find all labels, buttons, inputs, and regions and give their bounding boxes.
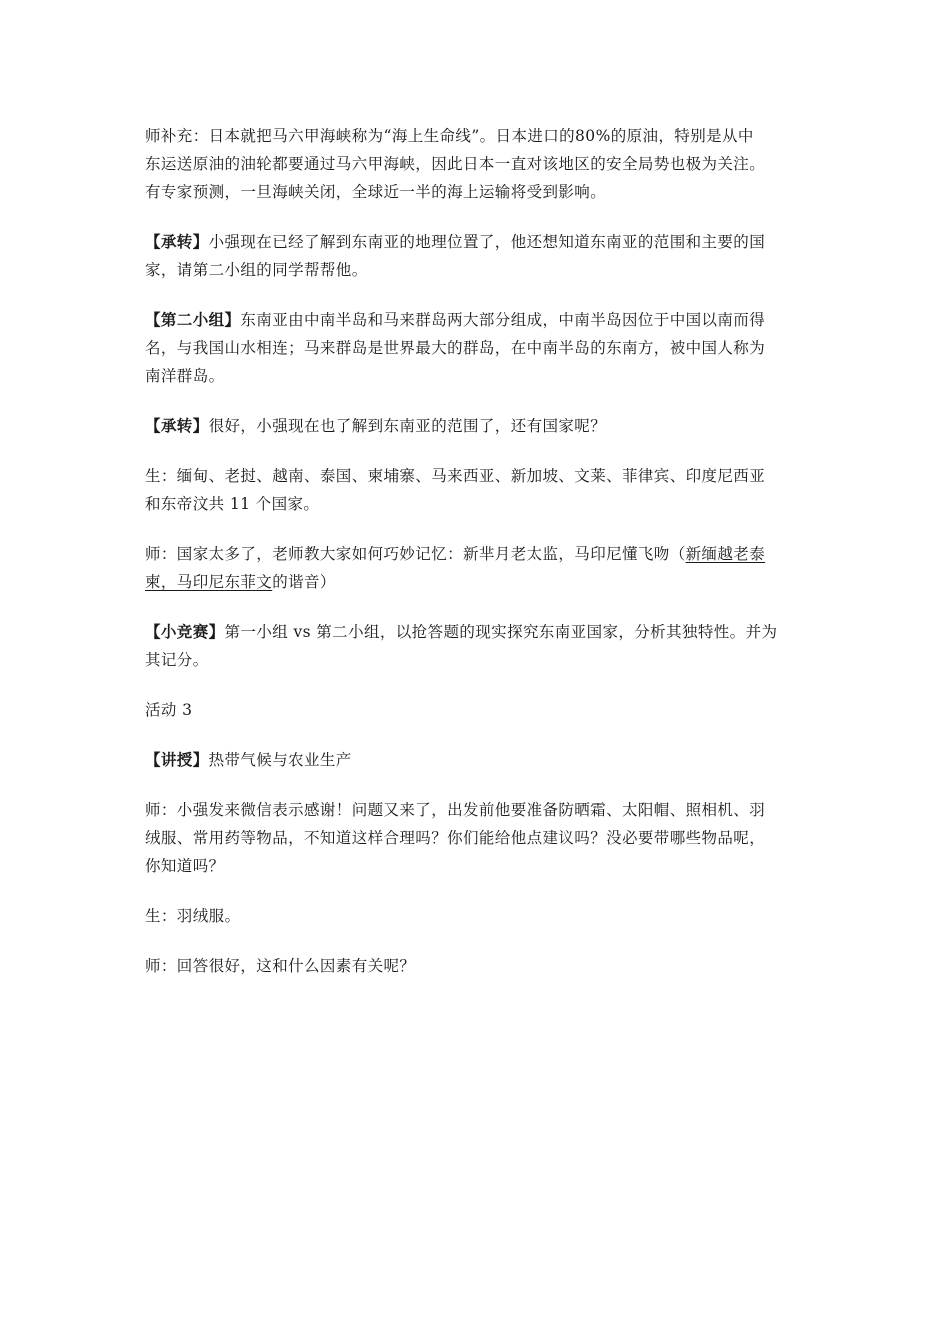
text-segment: 东南亚由中南半岛和马来群岛两大部分组成，中南半岛因位于中国以南而得 — [240, 311, 766, 329]
section-tag: 【承转】 — [145, 232, 209, 251]
text-line: 师：小强发来微信表示感谢！问题又来了，出发前他要准备防晒霜、太阳帽、照相机、羽 — [145, 801, 766, 819]
text-segment: 小强现在已经了解到东南亚的地理位置了，他还想知道东南亚的范围和主要的国 — [208, 233, 766, 251]
text-line: 师补充：日本就把马六甲海峡称为“海上生命线”。日本进口的80%的原油，特别是从中 — [145, 127, 754, 145]
text-line: 生：缅甸、老挝、越南、泰国、柬埔寨、马来西亚、新加坡、文莱、菲律宾、印度尼西亚 — [145, 467, 766, 485]
paragraph-student-countries — [145, 462, 815, 518]
text-line — [145, 618, 815, 646]
paragraph-student-answer — [145, 902, 815, 930]
section-tag: 【讲授】 — [145, 750, 209, 769]
text-line: 你知道吗？ — [145, 857, 225, 875]
text-line: 其记分。 — [145, 651, 209, 669]
text-line: 名，与我国山水相连；马来群岛是世界最大的群岛，在中南半岛的东南方，被中国人称为 — [145, 339, 766, 357]
text-segment: 热带气候与农业生产 — [208, 751, 352, 769]
paragraph-memory-trick — [145, 540, 815, 596]
text-line: 南洋群岛。 — [145, 367, 225, 385]
paragraph-lecture — [145, 746, 815, 774]
text-line: 师：回答很好，这和什么因素有关呢？ — [145, 957, 416, 975]
text-line: 家，请第二小组的同学帮帮他。 — [145, 261, 368, 279]
paragraph-transition-2 — [145, 412, 815, 440]
text-line: 东运送原油的油轮都要通过马六甲海峡，因此日本一直对该地区的安全局势也极为关注。 — [145, 155, 766, 173]
text-line — [145, 568, 815, 596]
text-line: 有专家预测，一旦海峡关闭，全球近一半的海上运输将受到影响。 — [145, 183, 607, 201]
text-line — [145, 306, 815, 334]
text-line: 活动 3 — [145, 701, 193, 719]
text-line — [145, 746, 815, 774]
paragraph-transition-1 — [145, 228, 815, 284]
paragraph-japan-malacca — [145, 122, 815, 206]
section-tag: 【第二小组】 — [145, 310, 241, 329]
text-segment: 的谐音） — [272, 573, 336, 591]
text-line — [145, 412, 815, 440]
text-line — [145, 228, 815, 256]
text-segment: 师：国家太多了，老师教大家如何巧妙记忆：新芈月老太监，马印尼懂飞吻（ — [145, 545, 686, 563]
text-line: 生：羽绒服。 — [145, 907, 241, 925]
heading-activity-3 — [145, 696, 815, 724]
paragraph-wechat-question — [145, 796, 815, 880]
text-segment: 很好，小强现在也了解到东南亚的范围了，还有国家呢？ — [208, 417, 607, 435]
paragraph-competition — [145, 618, 815, 674]
paragraph-teacher-followup — [145, 952, 815, 980]
text-line — [145, 540, 815, 568]
document-body — [145, 122, 815, 1002]
paragraph-group-two — [145, 306, 815, 390]
text-segment: 第一小组 vs 第二小组，以抢答题的现实探究东南亚国家，分析其独特性。并为 — [224, 623, 778, 641]
underlined-mnemonic: 新缅越老泰 — [685, 545, 766, 563]
underlined-mnemonic: 柬，马印尼东菲文 — [145, 573, 273, 591]
section-tag: 【小竞赛】 — [145, 622, 225, 641]
text-line: 绒服、常用药等物品，不知道这样合理吗？你们能给他点建议吗？没必要带哪些物品呢， — [145, 829, 766, 847]
text-line: 和东帝汶共 11 个国家。 — [145, 495, 320, 513]
section-tag: 【承转】 — [145, 416, 209, 435]
